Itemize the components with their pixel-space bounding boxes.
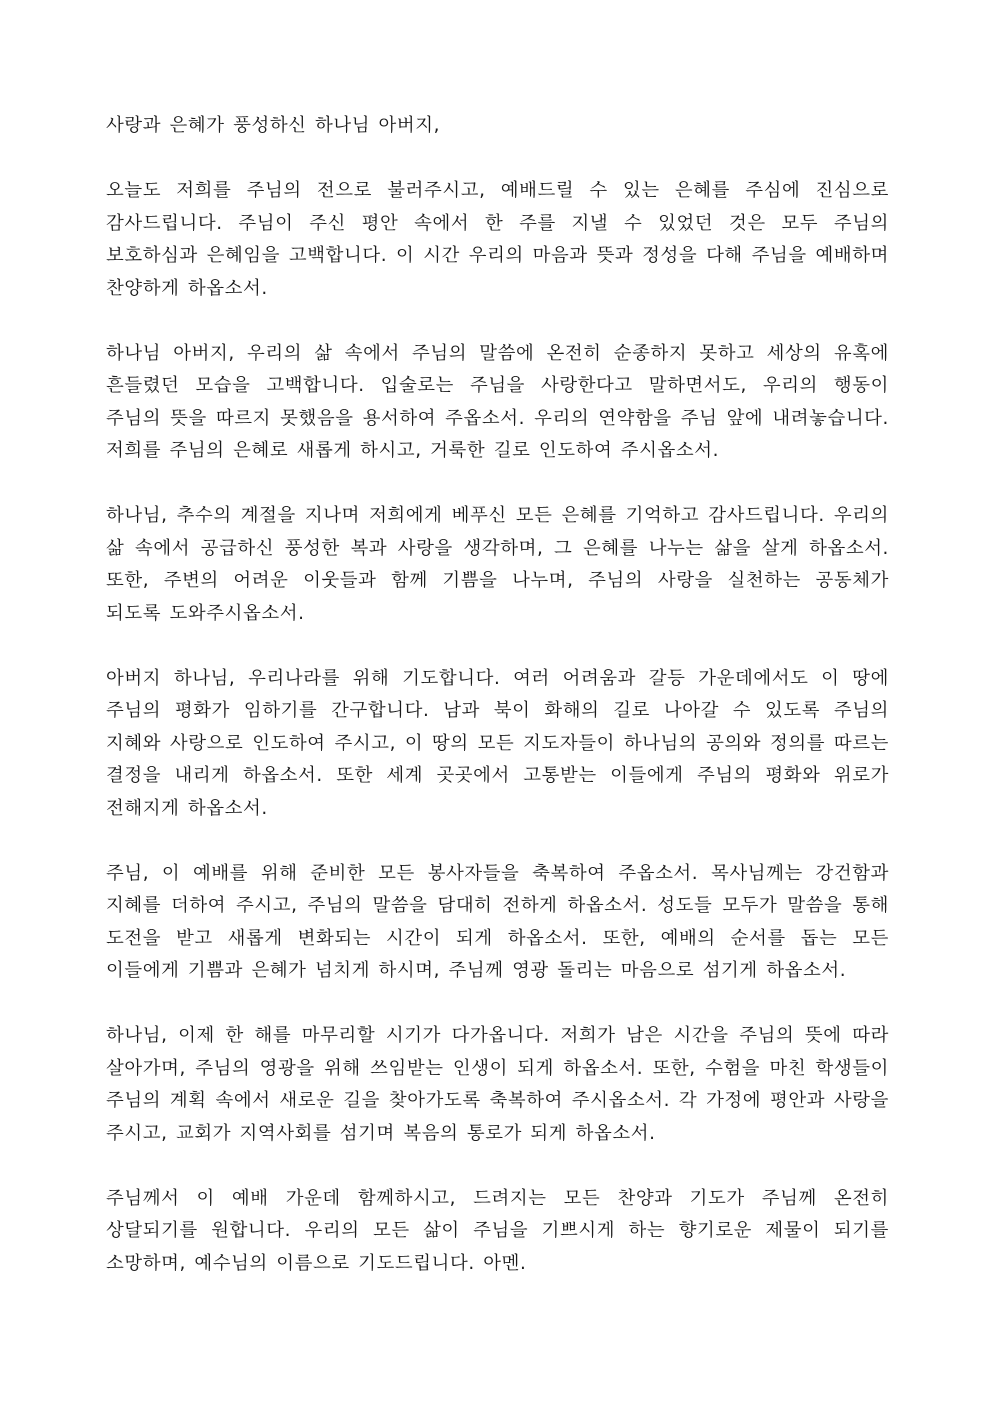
paragraph-nation: 아버지 하나님, 우리나라를 위해 기도합니다. 여러 어려움과 갈등 가운데에서도 이 땅에 주님의 평화가 임하기를 간구합니다. 남과 북이 화해의 길로 나아갈 수 있도록 주님의 지혜와 사랑으로 인도하여 주시고, 이 땅의 모든 지도자들이 하나님의 공의와 정의를 따르는 결정을 내리게 하옵소서. 또한 세계 곳곳에서 고통받는 이들에게 주님의 평화와 위로가 전해지게 하옵소서. (106, 667, 889, 819)
greeting: 사랑과 은혜가 풍성하신 하나님 아버지, (106, 115, 441, 136)
paragraph-thanksgiving: 오늘도 저희를 주님의 전으로 불러주시고, 예배드릴 수 있는 은혜를 주심에 진심으로 감사드립니다. 주님이 주신 평안 속에서 한 주를 지낼 수 있었던 것은 모두 주님의 보호하심과 은혜임을 고백합니다. 이 시간 우리의 마음과 뜻과 정성을 다해 주님을 예배하며 찬양하게 하옵소서. (106, 180, 889, 299)
paragraph-closing: 주님께서 이 예배 가운데 함께하시고, 드려지는 모든 찬양과 기도가 주님께 온전히 상달되기를 원합니다. 우리의 모든 삶이 주님을 기쁘시게 하는 향기로운 제물이 되기를 소망하며, 예수님의 이름으로 기도드립니다. 아멘. (106, 1187, 889, 1274)
paragraph-volunteers: 주님, 이 예배를 위해 준비한 모든 봉사자들을 축복하여 주옵소서. 목사님께는 강건함과 지혜를 더하여 주시고, 주님의 말씀을 담대히 전하게 하옵소서. 성도들 모두가 말씀을 통해 도전을 받고 새롭게 변화되는 시간이 되게 하옵소서. 또한, 예배의 순서를 돕는 모든 이들에게 기쁨과 은혜가 넘치게 하시며, 주님께 영광 돌리는 마음으로 섬기게 하옵소서. (106, 862, 889, 981)
paragraph-confession: 하나님 아버지, 우리의 삶 속에서 주님의 말씀에 온전히 순종하지 못하고 세상의 유혹에 흔들렸던 모습을 고백합니다. 입술로는 주님을 사랑한다고 말하면서도, 우리의 행동이 주님의 뜻을 따르지 못했음을 용서하여 주옵소서. 우리의 연약함을 주님 앞에 내려놓습니다. 저희를 주님의 은혜로 새롭게 하시고, 거룩한 길로 인도하여 주시옵소서. (106, 342, 889, 461)
paragraph-harvest: 하나님, 추수의 계절을 지나며 저희에게 베푸신 모든 은혜를 기억하고 감사드립니다. 우리의 삶 속에서 공급하신 풍성한 복과 사랑을 생각하며, 그 은혜를 나누는 삶을 살게 하옵소서. 또한, 주변의 어려운 이웃들과 함께 기쁨을 나누며, 주님의 사랑을 실천하는 공동체가 되도록 도와주시옵소서. (106, 505, 889, 624)
prayer-document (106, 110, 889, 1313)
paragraph-year-end: 하나님, 이제 한 해를 마무리할 시기가 다가옵니다. 저희가 남은 시간을 주님의 뜻에 따라 살아가며, 주님의 영광을 위해 쓰임받는 인생이 되게 하옵소서. 또한, 수험을 마친 학생들이 주님의 계획 속에서 새로운 길을 찾아가도록 축복하여 주시옵소서. 각 가정에 평안과 사랑을 주시고, 교회가 지역사회를 섬기며 복음의 통로가 되게 하옵소서. (106, 1025, 889, 1144)
